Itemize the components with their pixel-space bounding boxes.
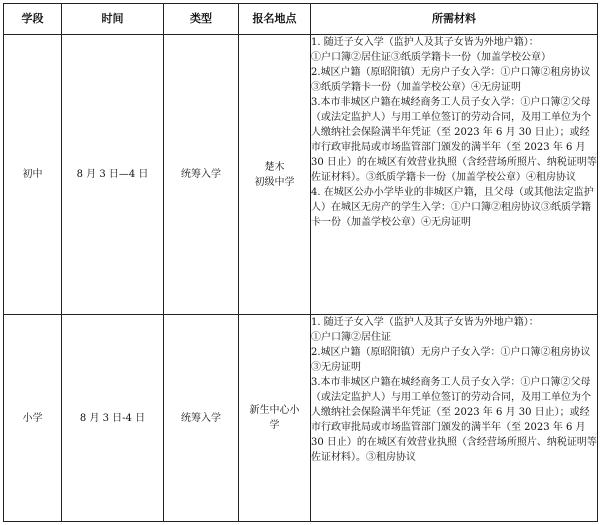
time-cell: 8 月 3 日-4 日 — [62, 315, 164, 522]
place-line: 初级中学 — [254, 176, 295, 188]
material-item: ①户口簿②居住证③纸质学籍卡一份（加盖学校公章） — [311, 52, 551, 63]
stage-cell: 小学 — [4, 315, 62, 522]
table-row-junior — [4, 35, 598, 315]
material-item: 2.城区户籍（原昭阳镇）无房户子女入学：①户口簿②租房协议③无房证明 — [311, 347, 591, 373]
materials-cell — [311, 35, 598, 315]
place-cell — [239, 35, 311, 315]
type-cell: 统筹入学 — [164, 315, 239, 522]
materials-cell — [311, 315, 598, 522]
material-item: 2.城区户籍（原昭阳镇）无房户子女入学：①户口簿②租房协议③纸质学籍卡一份（加盖学校公章）④无房证明 — [311, 67, 591, 93]
table-row-primary — [4, 315, 598, 522]
material-item: 3.本市非城区户籍在城经商务工人员子女入学：①户口簿②父母（或法定监护人）与用工单位签订的劳动合同，及用工单位为个人缴纳社会保险满半年凭证（至 2023 年 6 月 30 日止）；或经市行政审批局或市场监管部门颁发的满半年（至 2023 年 6 月 30 日止）的在城区有效营业执照（含经营场所照片、纳税证明等佐证材料）。③纸质学籍卡一份（加盖学校公章）④租房协议 — [311, 97, 597, 183]
header-type: 类型 — [164, 4, 239, 35]
enrollment-table — [3, 3, 598, 522]
time-cell: 8 月 3 日—4 日 — [62, 35, 164, 315]
header-stage: 学段 — [4, 4, 62, 35]
place-line: 学 — [269, 420, 280, 431]
material-item: 1. 随迁子女入学（监护人及其子女皆为外地户籍）： — [311, 317, 539, 328]
place-line: 新生中心小 — [249, 405, 300, 416]
header-place: 报名地点 — [239, 4, 311, 35]
header-time: 时间 — [62, 4, 164, 35]
type-cell: 统筹入学 — [164, 35, 239, 315]
material-item: 1. 随迁子女入学（监护人及其子女皆为外地户籍）： — [311, 37, 539, 48]
header-materials: 所需材料 — [311, 4, 598, 35]
material-item: 4. 在城区公办小学毕业的非城区户籍，且父母（或其他法定监护人）在城区无房产的学生入学：①户口簿②租房协议③纸质学籍卡一份（加盖学校公章）④无房证明 — [311, 187, 594, 228]
stage-cell: 初中 — [4, 35, 62, 315]
header-row — [4, 4, 598, 35]
place-cell — [239, 315, 311, 522]
material-item: ①户口簿②居住证 — [311, 332, 391, 343]
material-item: 3.本市非城区户籍在城经商务工人员子女入学：①户口簿②父母（或法定监护人）与用工单位签订的劳动合同，及用工单位为个人缴纳社会保险满半年凭证（至 2023 年 6 月 30 日止）；或经市行政审批局或市场监管部门颁发的满半年（至 2023 年 6 月 30 日止）的在城区有效营业执照（含经营场所照片、纳税证明等佐证材料）。③租房协议 — [311, 377, 597, 463]
place-line: 楚木 — [264, 161, 285, 173]
